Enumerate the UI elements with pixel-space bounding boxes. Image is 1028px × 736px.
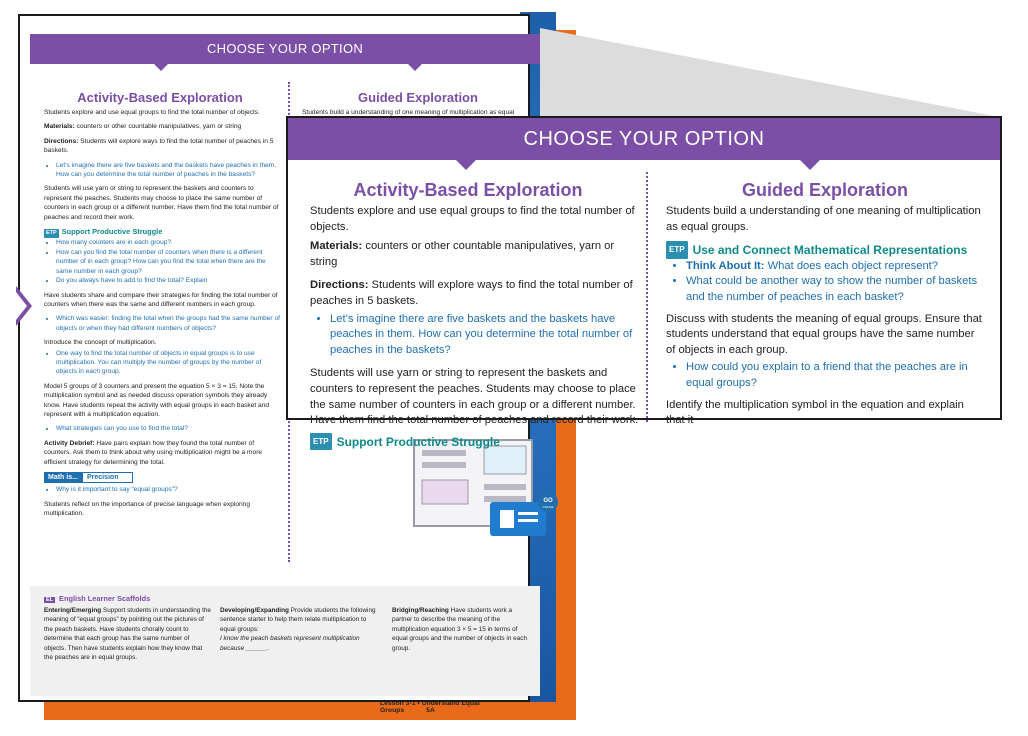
zoom-right-title: Guided Exploration	[741, 180, 908, 200]
el-col-bridging: Bridging/Reaching Have students work a partner to describe the meaning of the multiplication equation 3 × 5 = 15 in terms of equal groups and the number of objects in each group.	[392, 607, 528, 652]
page-banner: CHOOSE YOUR OPTION	[30, 34, 540, 64]
materials: Materials: counters or other countable manipulatives, yarn or string	[44, 123, 242, 131]
go-online-label: ONLINE	[542, 505, 554, 509]
right-column-title: Guided Exploration	[358, 90, 478, 105]
yarn-paragraph: Students will use yarn or string to represent the baskets and counters to represent the peaches. Students may choose to place the same number of counters in each group or a different number. Have them find the total number of peaches and record their work.	[44, 185, 279, 221]
page-footer: Lesson 3-1 • Understand Equal Groups 5A	[380, 700, 480, 714]
el-col-developing: Developing/Expanding Provide students the following sentence starter to help them relate multiplication to equal groups: I know the peach baskets represent multiplication because ______.	[220, 607, 376, 652]
intro: Students build a understanding of one meaning of multiplication as equal	[302, 109, 515, 116]
friend-bullet: • How could you explain to a friend that the peaches are in equal groups?	[686, 360, 982, 391]
another-way-bullet: • What could be another way to show the number of baskets and the number of peaches in each basket?	[686, 274, 982, 305]
model-bullet: • What strategies can you use to find the total?	[56, 424, 280, 433]
model-paragraph: Model 5 groups of 3 counters and present the equation 5 × 3 = 15. Note the multiplication symbol and as needed discuss operation symbols they already know. Have students repeat the activity with equal groups in each basket and represent with a multiplication equation.	[44, 382, 270, 418]
struggle-bullet: • How many counters are in each group?	[56, 238, 280, 247]
discuss-paragraph: Discuss with students the meaning of equal groups. Ensure that students understand that equal groups have the same number of objects in each group.	[666, 312, 982, 356]
zoom-panel	[286, 116, 1002, 449]
go-online-go: GO	[543, 498, 553, 504]
intro: Students explore and use equal groups to find the total number of objects.	[44, 109, 260, 116]
yarn-paragraph: Students will use yarn or string to represent the baskets and counters to represent the peaches. Students may choose to place the same number of counters in each group or a different number. Have them find the total number of peaches and record their work.	[310, 367, 639, 427]
zoom-left-body	[310, 204, 640, 450]
directions-bullet: • Let’s imagine there are five baskets and the baskets have peaches in them. How can you determine the total number of peaches in the baskets?	[330, 312, 640, 359]
share-bullet: • Which was easier: finding the total when the groups had the same number of objects or when they had different numbers of objects?	[56, 314, 280, 333]
materials: Materials: counters or other countable manipulatives, yarn or string	[310, 240, 615, 268]
zoom-right-body	[666, 204, 982, 437]
directions-bullet: • Let’s imagine there are five baskets and the baskets have peaches in them. How can you determine the total number of peaches in the baskets?	[56, 161, 280, 180]
el-heading: EL English Learner Scaffolds	[46, 594, 151, 603]
zoom-column-divider	[646, 172, 648, 422]
el-badge: EL	[46, 597, 54, 603]
el-col-entering: Entering/Emerging Support students in understanding the meaning of “equal groups” by pointing out the pictures of the peach baskets. Have students chorally count to determine that each group has the same number of objects. Then have students explain how they know that the peaches are in equal groups.	[44, 607, 211, 662]
precision-pill: Precision	[82, 472, 134, 483]
intro: Students explore and use equal groups to find the total number of objects.	[310, 205, 635, 233]
etp-heading: ETP Use and Connect Mathematical Representations	[666, 241, 982, 259]
introduce-bullet: • One way to find the total number of objects in equal groups is to use multiplication. You can multiply the number of groups by the number of objects in each group.	[56, 349, 280, 377]
intro: Students build a understanding of one meaning of multiplication as equal groups.	[666, 205, 981, 233]
math-is-badge: Math is...	[44, 472, 82, 483]
struggle-bullet: • How can you find the total number of counters when there is a different number of in each group? How can you find the total when there are the same number in each group?	[56, 248, 280, 276]
struggle-bullet: • Do you always have to add to find the total? Explain	[56, 276, 280, 285]
zoom-notch-left	[456, 160, 476, 170]
etp-badge: ETP	[44, 229, 59, 238]
etp-badge: ETP	[310, 433, 332, 451]
introduce-paragraph: Introduce the concept of multiplication.	[44, 339, 157, 347]
share-paragraph: Have students share and compare their strategies for finding the total number of counters when there was the same and different numbers in each group.	[44, 291, 278, 308]
directions: Directions: Students will explore ways to find the total number of peaches in 5 baskets.	[310, 279, 633, 307]
think-about-it-bullet: • Think About It: What does each object represent?	[686, 259, 982, 275]
zoom-banner: CHOOSE YOUR OPTION	[288, 118, 1000, 160]
etp-heading: ETP Support Productive Struggle	[44, 227, 280, 238]
reflect-paragraph: Students reflect on the importance of precise language when exploring multiplication.	[44, 500, 250, 518]
identify-paragraph: Identify the multiplication symbol in the equation and explain that it	[666, 398, 964, 427]
zoom-notch-right	[800, 160, 820, 170]
etp-heading: ETP Support Productive Struggle	[310, 433, 640, 451]
directions: Directions: Students will explore ways to find the total number of peaches in 5 baskets.	[44, 137, 274, 155]
left-column-title: Activity-Based Exploration	[77, 90, 243, 105]
debrief: Activity Debrief: Have pairs explain how they found the total number of counters. Ask them to think about why using multiplication might be a more efficient strategy for determining the total.	[44, 439, 263, 466]
etp-badge: ETP	[666, 241, 688, 259]
math-bullet: • Why is it important to say “equal groups”?	[56, 485, 280, 494]
zoom-left-title: Activity-Based Exploration	[353, 180, 583, 200]
